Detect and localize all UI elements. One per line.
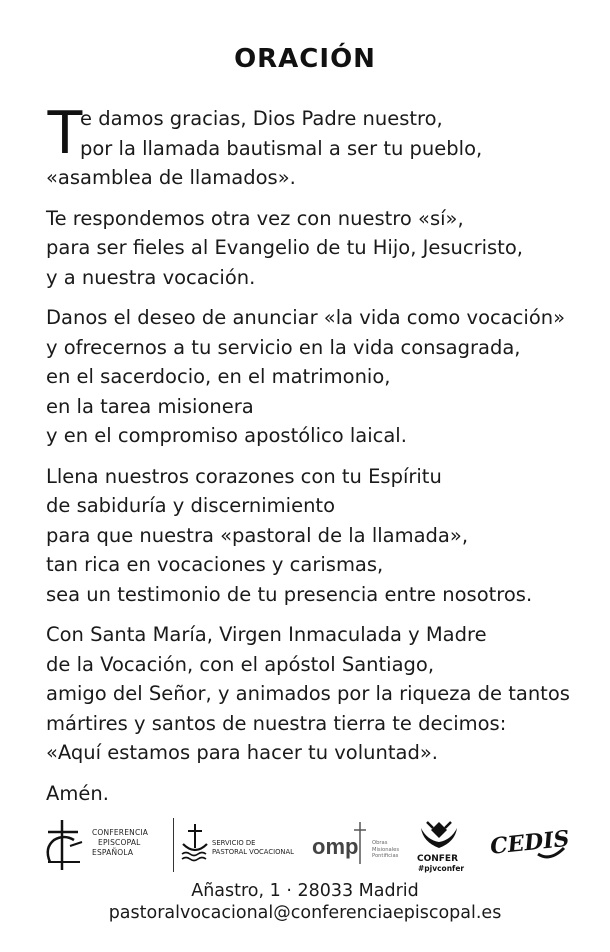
prayer-line: para ser fieles al Evangelio de tu Hijo, Jesucristo, bbox=[46, 236, 523, 259]
email-line: pastoralvocacional@conferenciaepiscopal.es bbox=[108, 903, 502, 923]
prayer-line: en el sacerdocio, en el matrimonio, bbox=[46, 365, 391, 388]
prayer-paragraph-2 bbox=[46, 204, 586, 293]
contact-block bbox=[0, 880, 610, 924]
omp-logo-icon bbox=[310, 820, 372, 870]
drop-cap: T bbox=[46, 98, 84, 167]
cedis-logo-icon bbox=[488, 818, 568, 868]
spv-logo-text: SERVICIO DE PASTORAL VOCACIONAL bbox=[212, 839, 294, 856]
prayer-line: Danos el deseo de anunciar «la vida como vocación» bbox=[46, 306, 566, 329]
logo-strip bbox=[40, 818, 580, 878]
svg-text:CEDIS: CEDIS bbox=[488, 825, 568, 860]
confer-logo bbox=[415, 818, 465, 878]
prayer-line: «asamblea de llamados». bbox=[46, 166, 296, 189]
prayer-line: Llena nuestros corazones con tu Espíritu bbox=[46, 464, 442, 488]
svg-text:omp: omp bbox=[312, 834, 359, 859]
prayer-body bbox=[46, 98, 586, 819]
prayer-line: y a nuestra vocación. bbox=[46, 265, 256, 289]
confer-logo-tag: #pjvconfer bbox=[418, 864, 465, 873]
prayer-line: sea un testimonio de tu presencia entre nosotros. bbox=[46, 582, 533, 606]
omp-logo bbox=[310, 818, 420, 872]
prayer-line: de la Vocación, con el apóstol Santiago, bbox=[46, 652, 435, 676]
prayer-line: en la tarea misionera bbox=[46, 394, 254, 418]
prayer-paragraph-6 bbox=[46, 779, 586, 809]
prayer-line: para que nuestra «pastoral de la llamada», bbox=[46, 523, 469, 547]
confer-logo-icon bbox=[417, 818, 461, 854]
prayer-line: tan rica en vocaciones y carismas, bbox=[46, 553, 384, 576]
prayer-line: e damos gracias, Dios Padre nuestro, bbox=[80, 107, 443, 130]
cross-logo-icon bbox=[40, 818, 90, 872]
address-line: Añastro, 1 · 28033 Madrid bbox=[191, 881, 419, 901]
prayer-paragraph-5 bbox=[46, 620, 586, 768]
logo-divider bbox=[173, 818, 174, 872]
prayer-line: Amén. bbox=[46, 781, 109, 805]
prayer-line: y ofrecernos a tu servicio en la vida consagrada, bbox=[46, 335, 521, 359]
prayer-line: mártires y santos de nuestra tierra te decimos: bbox=[46, 711, 507, 735]
omp-logo-text: Obras Misionales Pontificias bbox=[372, 840, 400, 859]
prayer-paragraph-1 bbox=[46, 98, 586, 193]
ship-logo-icon bbox=[180, 822, 210, 866]
prayer-paragraph-3 bbox=[46, 303, 586, 451]
cee-logo-text: CONFERENCIA EPISCOPAL ESPAÑOLA bbox=[92, 828, 149, 857]
spv-logo bbox=[180, 818, 298, 872]
prayer-line: y en el compromiso apostólico laical. bbox=[46, 424, 407, 447]
prayer-paragraph-4 bbox=[46, 462, 586, 610]
prayer-line: «Aquí estamos para hacer tu voluntad». bbox=[46, 741, 438, 764]
prayer-line: por la llamada bautismal a ser tu pueblo, bbox=[80, 136, 483, 160]
cee-logo bbox=[40, 818, 165, 872]
confer-logo-name: CONFER bbox=[417, 854, 459, 864]
prayer-line: de sabiduría y discernimiento bbox=[46, 494, 336, 517]
prayer-line: amigo del Señor, y animados por la riqueza de tantos bbox=[46, 682, 570, 705]
cedis-logo bbox=[488, 818, 568, 868]
page-title: ORACIÓN bbox=[234, 44, 376, 74]
prayer-line: Te respondemos otra vez con nuestro «sí», bbox=[46, 206, 464, 230]
prayer-line: Con Santa María, Virgen Inmaculada y Madre bbox=[46, 623, 487, 646]
